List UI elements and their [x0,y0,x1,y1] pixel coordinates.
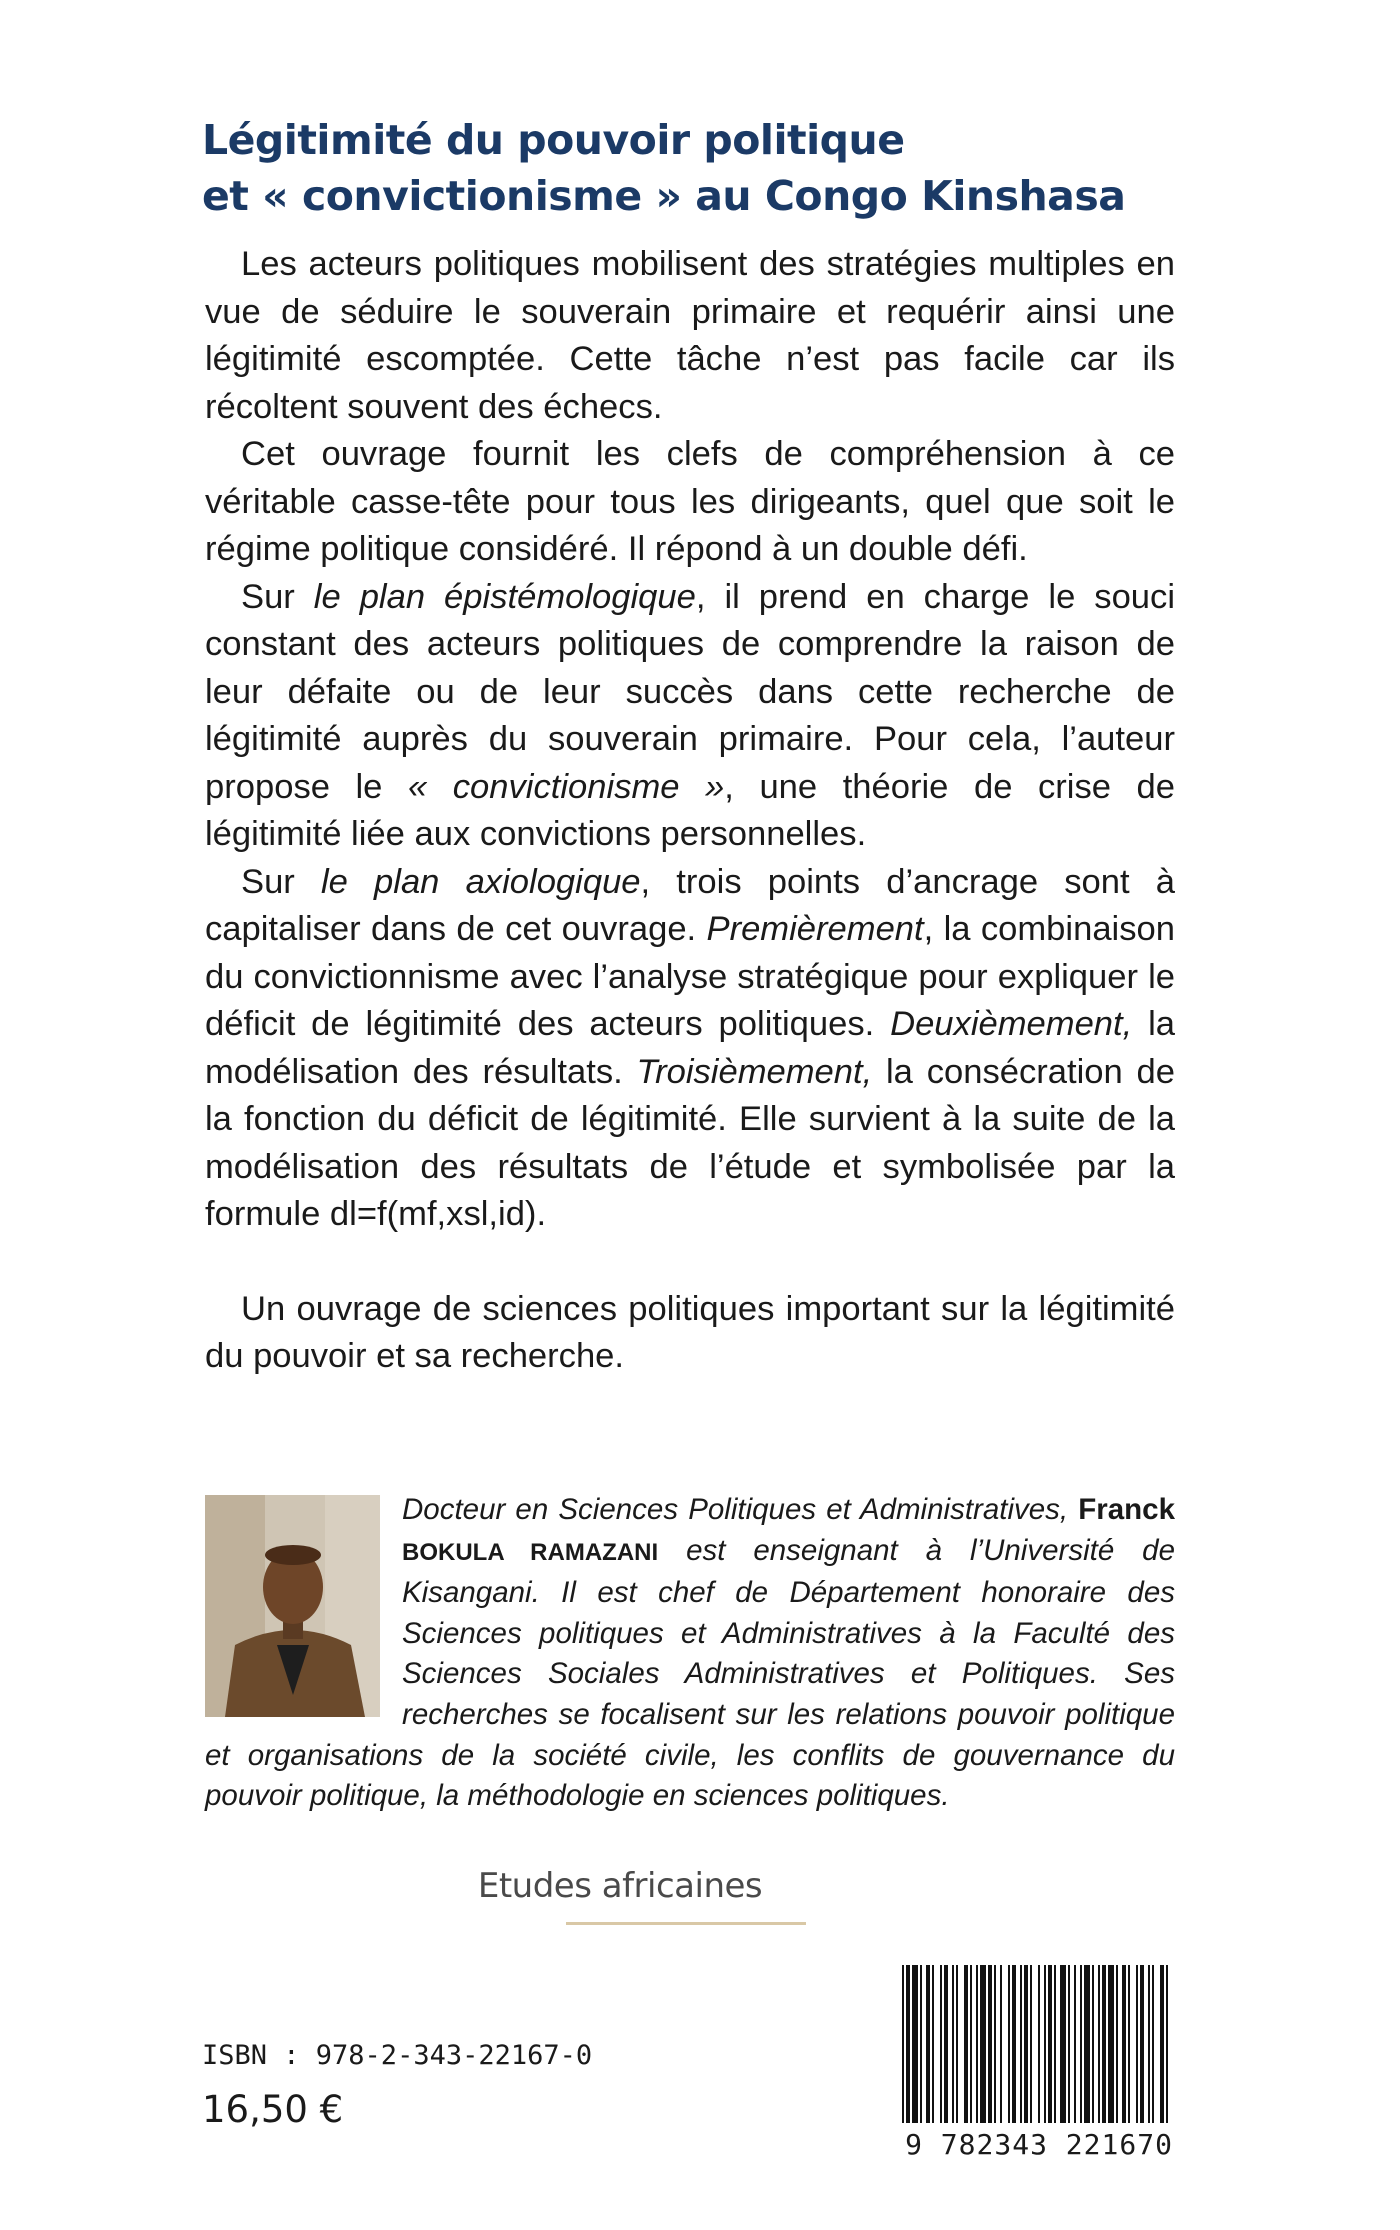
author-last-name: BOKULA RAMAZANI [402,1538,659,1566]
blurb-paragraph-5: Un ouvrage de sciences politiques important sur la légitimité du pouvoir et sa recherche. [205,1289,1175,1375]
barcode-bar [1044,1965,1046,2123]
author-portrait-icon [205,1495,380,1717]
barcode-bar [1092,1965,1094,2123]
barcode-bar [1008,1965,1010,2123]
barcode-bar [1024,1965,1028,2123]
barcode-bar [1098,1965,1100,2123]
series-name: Etudes africaines [477,1866,763,1906]
barcode-digits: 9 782343 221670 [905,2128,1173,2161]
barcode-bar [1012,1965,1016,2123]
barcode-bar [932,1965,934,2123]
text-run: Sur [241,577,314,616]
emphasis: le plan axiologique [320,862,641,901]
isbn: ISBN : 978-2-343-22167-0 [202,2040,593,2071]
barcode-bar [902,1965,904,2123]
book-title [202,112,1202,224]
blurb-paragraph-2: Cet ouvrage fournit les clefs de compréhension à ce véritable casse-tête pour tous les dirigeants, quel que soit le régime politique considéré. Il répond à un double défi. [205,435,1175,568]
author-first-name: Franck [1078,1493,1175,1526]
blurb-paragraph-3 [205,574,1175,859]
barcode-bar [1148,1965,1150,2123]
barcode-bar [1030,1965,1032,2123]
emphasis: Troisièmement, [636,1052,873,1091]
barcode-bar [1084,1965,1090,2123]
barcode-bar [964,1965,968,2123]
barcode-bar [956,1965,958,2123]
barcode-bar [994,1965,996,2123]
barcode-bar [1048,1965,1052,2123]
barcode-bar [1068,1965,1070,2123]
barcode-bar [940,1965,942,2123]
barcode-bar [1128,1965,1130,2123]
author-photo [205,1495,380,1717]
barcode-bar [1166,1965,1168,2123]
text-run: , trois points d’ancrage sont à capitaliser dans de cet ouvrage. [205,862,1175,948]
barcode-bar [1038,1965,1040,2123]
barcode-bar [970,1965,972,2123]
text-run: , il prend en charge le souci constant des acteurs politiques de comprendre la raison de leur défaite ou de leur succès dans cette recherche de légitimité auprès du souverain primaire. Pour cela, l’auteur propose le [205,577,1175,806]
barcode-bar [1060,1965,1066,2123]
blurb-paragraph-1: Les acteurs politiques mobilisent des stratégies multiples en vue de séduire le souverain primaire et requérir ainsi une légitimité escomptée. Cette tâche n’est pas facile car ils récoltent souvent des échecs. [205,245,1175,426]
emphasis: le plan épistémologique [313,577,696,616]
book-title-line-2: et « convictionisme » au Congo Kinshasa [202,172,1126,220]
barcode-bar [980,1965,986,2123]
barcode-bar [1160,1965,1164,2123]
text-run: , une théorie de crise de légitimité liée aux convictions personnelles. [205,767,1175,853]
barcode-bar [1054,1965,1056,2123]
emphasis: Premièrement [706,910,924,948]
barcode-bar [988,1965,992,2123]
barcode-bar [1074,1965,1076,2123]
barcode-bar [1108,1965,1114,2123]
text-run: la modélisation des résultats. [205,1005,1175,1091]
barcode-bar [1000,1965,1002,2123]
text-run: Docteur en Sciences Politiques et Administratives, [402,1493,1079,1526]
barcode-bar [1116,1965,1118,2123]
barcode-bar [926,1965,930,2123]
barcode-bar [976,1965,978,2123]
series-divider [566,1922,806,1925]
barcode-bar [1020,1965,1022,2123]
barcode-bar [906,1965,910,2123]
text-run: , la combinaison du convictionnisme avec l’analyse stratégique pour expliquer le déficit de légitimité des acteurs politiques. [205,910,1175,1043]
barcode-bar [1080,1965,1082,2123]
barcode-icon [898,1965,1174,2125]
barcode-bar [1122,1965,1126,2123]
barcode-bar [1102,1965,1106,2123]
text-run: la consécration de la fonction du déficit de légitimité. Elle survient à la suite de la modélisation des résultats de l’étude et symbolisée par la formule dl=f(mf,xsl,id). [205,1052,1175,1233]
barcode-bar [1140,1965,1144,2123]
book-title-line-1: Légitimité du pouvoir politique [202,116,905,164]
price: 16,50 € [202,2088,344,2131]
barcode-bar [944,1965,948,2123]
emphasis: « convictionisme » [407,767,725,806]
blurb [205,241,1175,1381]
barcode-bar [1136,1965,1138,2123]
text-run: Sur [241,862,321,901]
text-run: est enseignant à l’Université de Kisangani. Il est chef de Département honoraire des Sciences politiques et Administratives à la Faculté des Sciences Sociales Administratives et Politiques. Ses recherches se focalisent sur les relations pouvoir politique et organisations de la société civile, les conflits de gouvernance du pouvoir politique, la méthodologie en sciences politiques. [205,1533,1175,1813]
barcode-bar [912,1965,918,2123]
barcode-bar [920,1965,922,2123]
author-bio [205,1490,1175,1817]
barcode-bar [952,1965,954,2123]
barcode-bar [1152,1965,1154,2123]
emphasis: Deuxièmement, [890,1005,1133,1043]
blurb-paragraph-4 [205,859,1175,1239]
